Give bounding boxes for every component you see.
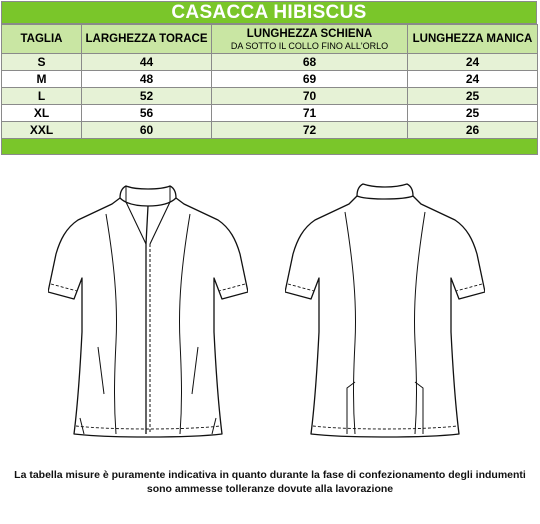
cell-chest: 56 <box>82 105 212 122</box>
table-row <box>2 105 538 122</box>
disclaimer-note <box>0 468 540 496</box>
table-row <box>2 88 538 105</box>
cell-size: M <box>2 71 82 88</box>
table-row <box>2 122 538 139</box>
cell-size: XXL <box>2 122 82 139</box>
front-view-drawing <box>48 182 248 452</box>
cell-back: 72 <box>212 122 408 139</box>
cell-chest: 44 <box>82 54 212 71</box>
header-size: TAGLIA <box>2 25 82 54</box>
back-view-drawing <box>285 182 485 452</box>
cell-chest: 52 <box>82 88 212 105</box>
disclaimer-line-2: sono ammesse tolleranze dovute alla lavorazione <box>146 483 394 495</box>
table-header-row <box>2 25 538 54</box>
cell-size: XL <box>2 105 82 122</box>
cell-back: 69 <box>212 71 408 88</box>
header-sleeve-length: LUNGHEZZA MANICA <box>408 25 538 54</box>
cell-sleeve: 26 <box>408 122 538 139</box>
table-row <box>2 71 538 88</box>
header-back-length: LUNGHEZZA SCHIENA DA SOTTO IL COLLO FINO ALL'ORLO <box>212 25 408 54</box>
cell-sleeve: 25 <box>408 88 538 105</box>
cell-sleeve: 25 <box>408 105 538 122</box>
cell-chest: 60 <box>82 122 212 139</box>
chart-title: CASACCA HIBISCUS <box>1 1 537 24</box>
size-table <box>1 24 538 155</box>
table-footer-bar <box>2 139 538 155</box>
cell-size: S <box>2 54 82 71</box>
cell-sleeve: 24 <box>408 71 538 88</box>
cell-back: 71 <box>212 105 408 122</box>
header-back-length-note: DA SOTTO IL COLLO FINO ALL'ORLO <box>230 41 389 51</box>
table-row <box>2 54 538 71</box>
cell-sleeve: 24 <box>408 54 538 71</box>
cell-back: 68 <box>212 54 408 71</box>
cell-chest: 48 <box>82 71 212 88</box>
cell-back: 70 <box>212 88 408 105</box>
disclaimer-line-1: La tabella misure è puramente indicativa in quanto durante la fase di confezionamento degli indumenti <box>14 469 526 481</box>
header-chest-width: LARGHEZZA TORACE <box>82 25 212 54</box>
cell-size: L <box>2 88 82 105</box>
